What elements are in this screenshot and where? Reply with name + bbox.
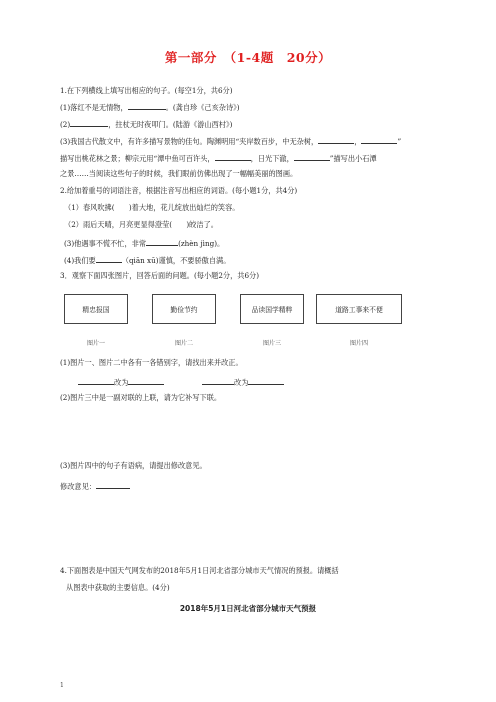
change-to-label-2: 改为 (234, 378, 249, 387)
q2-line-4-a: (4)我们要 (64, 256, 96, 265)
correct-char-blank-2[interactable] (248, 376, 284, 385)
image-box-1 (64, 294, 128, 324)
image-box-3 (240, 294, 304, 324)
q1-line-3 (60, 135, 401, 147)
q2-stem: 2.给加着重号的词语注音，根据注音写出相应的词语。(每小题1分，共4分) (60, 186, 298, 195)
image-text-2: 勤俭节约 (170, 306, 198, 314)
caption-1: 图片一 (86, 340, 105, 347)
q1-blank-1[interactable] (128, 101, 166, 110)
image-text-4: 道路工事来不便 (335, 306, 383, 314)
advice-blank[interactable] (96, 480, 130, 489)
q1-blank-6[interactable] (294, 152, 330, 161)
q3-stem: 3．观察下面四张图片，回答后面的问题。(每小题2分，共6分) (60, 271, 260, 280)
q1-line-1-a: (1)落红不是无情物， (60, 103, 128, 112)
q1-line-4-b: ，日光下澈， (250, 154, 294, 163)
q1-line-4 (60, 152, 377, 164)
q1-line-3-b: ， (354, 137, 362, 146)
q1-blank-3[interactable] (318, 135, 354, 144)
q2-line-2: （2）雨后天晴，月亮更显得澄莹( )皎洁了。 (64, 220, 218, 229)
image-text-1: 精忠报国 (82, 306, 110, 314)
q1-blank-5[interactable] (215, 152, 251, 161)
q2-blank-3[interactable] (146, 237, 178, 246)
wrong-char-blank-2[interactable] (202, 376, 234, 385)
page-title: 第一部分 （1-4题 20分） (164, 50, 332, 65)
q1-line-4-a: 描写出桃花林之景；柳宗元用“潭中鱼可百许头， (60, 154, 215, 163)
q4-line-1: 4.下面图表是中国天气网发布的2018年5月1日河北省部分城市天气情况的预报。请概括 (60, 566, 339, 575)
q1-line-2-b: ，拄杖无时夜叩门。(陆游《游山西村》) (108, 120, 233, 129)
wrong-char-blank-1[interactable] (78, 376, 114, 385)
q1-line-2-a: (2) (60, 120, 71, 129)
q2-line-4 (64, 254, 230, 266)
page-number: 1 (60, 682, 64, 689)
q2-blank-4[interactable] (96, 254, 122, 263)
image-box-2 (152, 294, 216, 324)
advice-label: 修改意见： (60, 482, 96, 491)
q1-line-2 (60, 118, 232, 130)
q2-line-1: （1）春风吹拂( )着大地，花儿绽放出灿烂的笑容。 (64, 203, 240, 212)
q1-line-5: 之景……当阅读这些句子的时候，我们眼前仿佛出现了一幅幅美丽的图画。 (60, 169, 298, 178)
q3-sub2: (2)图片三中是一副对联的上联，请为它补写下联。 (60, 393, 222, 402)
q2-line-3 (64, 237, 224, 249)
caption-4: 图片四 (349, 340, 368, 347)
q3-correction-1 (78, 376, 164, 388)
q3-sub1: (1)图片一、图片二中各有一各错别字，请找出来并改正。 (60, 358, 243, 367)
q1-blank-2[interactable] (70, 118, 108, 127)
q3-correction-2 (202, 376, 284, 388)
q1-line-1 (60, 101, 240, 113)
q4-line-2: 从图表中获取的主要信息。(4分) (66, 583, 170, 592)
q2-line-4-b: （qiān xū)谨慎，不要骄傲自满。 (121, 256, 231, 265)
q1-stem: 1.在下列横线上填写出相应的句子。(每空1分，共6分) (60, 86, 233, 95)
q1-line-1-b: 。(龚自珍《己亥杂诗》) (165, 103, 240, 112)
q1-line-4-c: ”描写出小石潭 (329, 154, 377, 163)
q3-sub3: (3)图片四中的句子有语病，请提出修改意见。 (60, 461, 207, 470)
image-box-4 (316, 294, 402, 324)
q2-line-3-a: (3)他遇事不慌不忙，非常 (64, 239, 147, 248)
q1-line-3-c: ” (397, 137, 402, 146)
q1-line-3-a: (3)我国古代散文中，有许多描写景物的佳句。陶渊明用“夹岸数百步，中无杂树， (60, 137, 319, 146)
caption-2: 图片二 (174, 340, 193, 347)
caption-3: 图片三 (262, 340, 281, 347)
q1-blank-4[interactable] (361, 135, 397, 144)
image-text-3: 品读国学精粹 (251, 306, 293, 314)
change-to-label-1: 改为 (114, 378, 129, 387)
q2-line-3-b: (zhèn jìng)。 (178, 239, 225, 248)
q3-advice (60, 480, 130, 492)
table-title: 2018年5月1日河北省部分城市天气预报 (179, 604, 317, 613)
correct-char-blank-1[interactable] (128, 376, 164, 385)
